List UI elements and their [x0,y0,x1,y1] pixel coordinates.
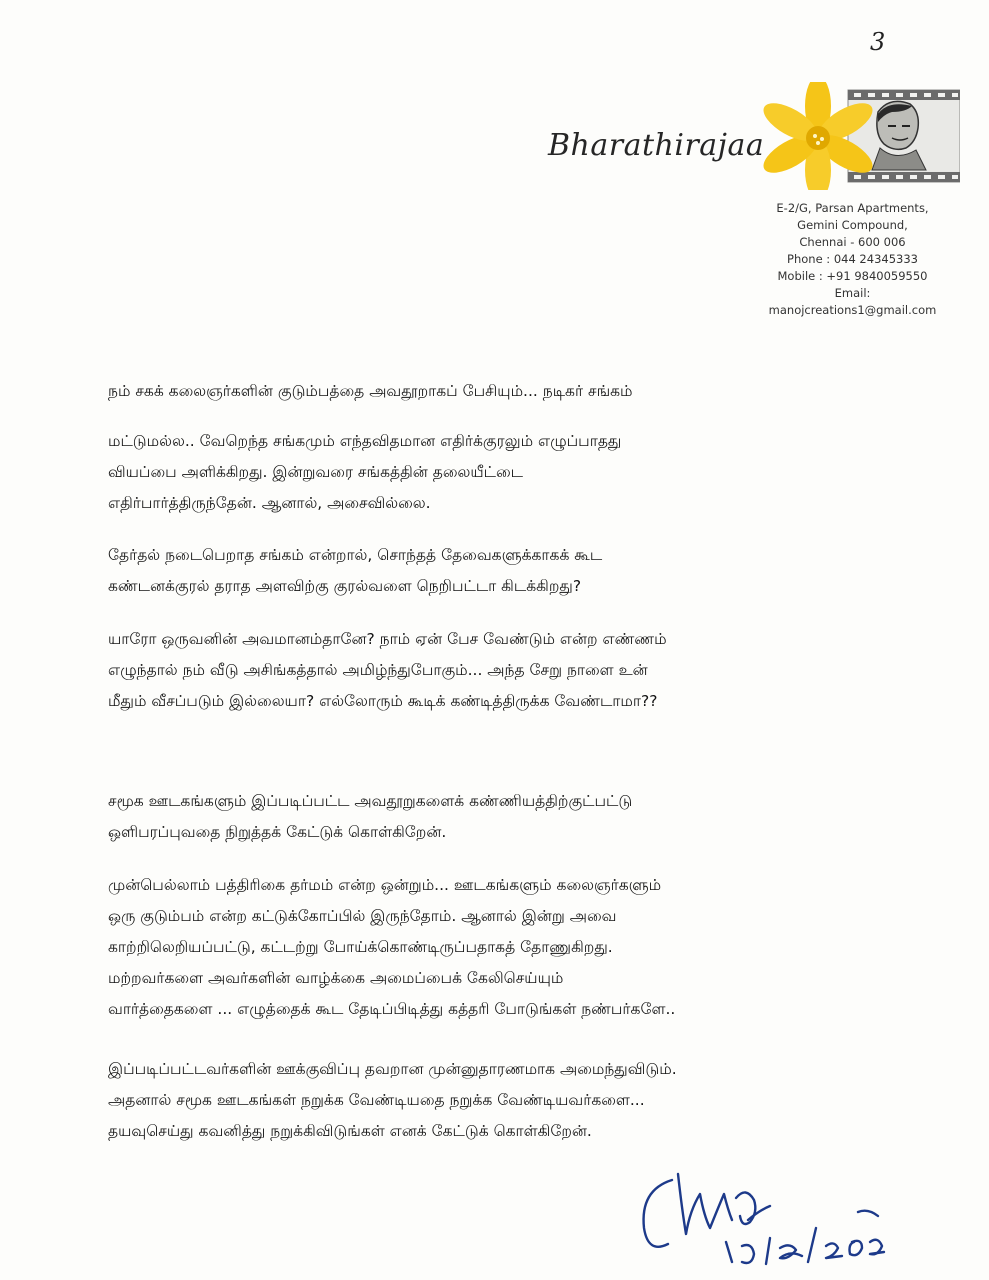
paragraph-2 [108,426,898,519]
page-number: 3 [870,28,886,56]
phone-line: Phone : 044 24345333 [787,252,918,266]
text-line: எழுந்தால் நம் வீடு அசிங்கத்தால் அமிழ்ந்துபோகும்... அந்த சேறு நாளை உன் [108,661,648,679]
text-line: கண்டனக்குரல் தராத அளவிற்கு குரல்வளை நெறிபட்டா கிடக்கிறது? [108,577,582,595]
paragraph-3 [108,540,898,602]
text-line: ஒரு குடும்பம் என்ற கட்டுக்கோப்பில் இருந்தோம். ஆனால் இன்று அவை [108,907,617,925]
text-line: ஒளிபரப்புவதை நிறுத்தக் கேட்டுக் கொள்கிறேன். [108,823,447,841]
text-line: மட்டுமல்ல.. வேறெந்த சங்கமும் எந்தவிதமான எதிர்க்குரலும் எழுப்பாதது [108,432,622,450]
text-line: நம் சகக் கலைஞர்களின் குடும்பத்தை அவதூறாகப் பேசியும்... நடிகர் சங்கம் [108,382,633,400]
text-line: முன்பெல்லாம் பத்திரிகை தர்மம் என்ற ஒன்றும்... ஊடகங்களும் கலைஞர்களும் [108,876,662,894]
paragraph-7 [108,1054,898,1147]
paragraph-6 [108,870,898,1025]
email-label: Email: [834,286,871,300]
text-line: வியப்பை அளிக்கிறது. இன்றுவரை சங்கத்தின் தலையீட்டை [108,463,523,481]
text-line: வார்த்தைகளை ... எழுத்தைக் கூட தேடிப்பிடித்து கத்தரி போடுங்கள் நண்பர்களே.. [108,1000,676,1018]
text-line: தேர்தல் நடைபெறாத சங்கம் என்றால், சொந்தத் தேவைகளுக்காகக் கூட [108,546,603,564]
letterhead-brand-name: Bharathirajaa [548,128,765,163]
text-line: இப்படிப்பட்டவர்களின் ஊக்குவிப்பு தவறான முன்னுதாரணமாக அமைந்துவிடும். [108,1060,677,1078]
letterhead-logo [760,82,960,190]
paragraph-1 [108,376,898,407]
address-line: Gemini Compound, [797,218,908,232]
text-line: மற்றவர்களை அவர்களின் வாழ்க்கை அமைப்பைக் கேலிசெய்யும் [108,969,564,987]
text-line: மீதும் வீசப்படும் இல்லையா? எல்லோரும் கூடிக் கண்டித்திருக்க வேண்டாமா?? [108,692,658,710]
paragraph-4 [108,624,898,717]
text-line: எதிர்பார்த்திருந்தேன். ஆனால், அசைவில்லை. [108,494,431,512]
text-line: யாரோ ஒருவனின் அவமானம்தானே? நாம் ஏன் பேச வேண்டும் என்ற எண்ணம் [108,630,667,648]
letterhead-address [745,200,960,319]
text-line: தயவுசெய்து கவனித்து நறுக்கிவிடுங்கள் எனக் கேட்டுக் கொள்கிறேன். [108,1122,592,1140]
paragraph-5 [108,786,898,848]
text-line: காற்றிலெறியப்பட்டு, கட்டற்று போய்க்கொண்டிருப்பதாகத் தோணுகிறது. [108,938,613,956]
text-line: சமூக ஊடகங்களும் இப்படிப்பட்ட அவதூறுகளைக் கண்ணியத்திற்குட்பட்டு [108,792,633,810]
email-address: manojcreations1@gmail.com [768,303,937,317]
handwritten-signature [620,1150,900,1270]
text-line: அதனால் சமூக ஊடகங்கள் நறுக்க வேண்டியதை நறுக்க வேண்டியவர்களை... [108,1091,645,1109]
mobile-line: Mobile : +91 9840059550 [777,269,928,283]
address-line: Chennai - 600 006 [799,235,906,249]
address-line: E-2/G, Parsan Apartments, [776,201,929,215]
